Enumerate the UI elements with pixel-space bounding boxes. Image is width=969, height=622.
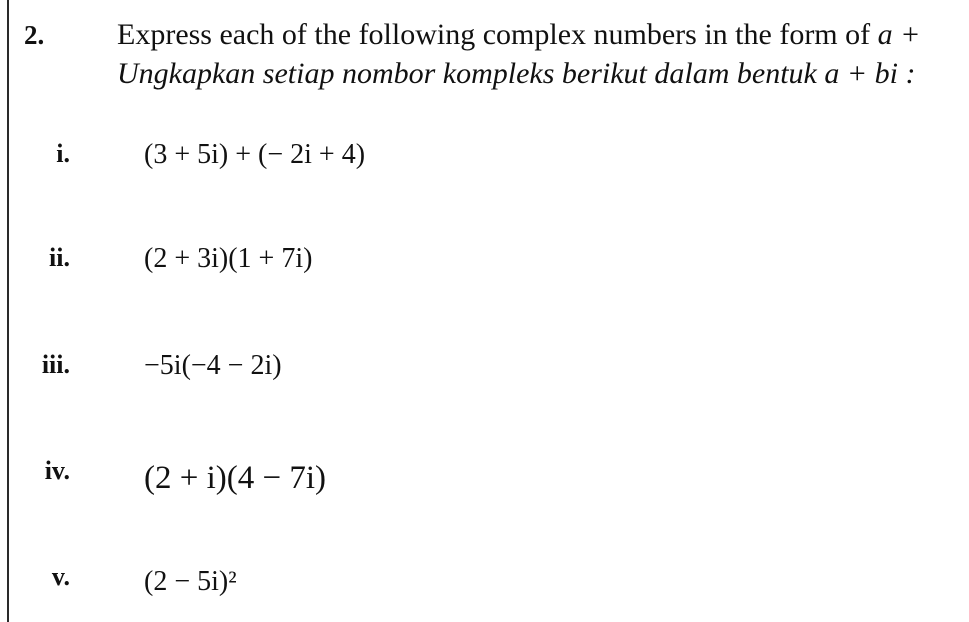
instruction-english-text: Express each of the following complex numbers in the form of xyxy=(117,18,871,51)
item-expression-iii: −5i(−4 − 2i) xyxy=(144,350,282,381)
item-label-i: i. xyxy=(56,139,70,168)
item-expression-ii: (2 + 3i)(1 + 7i) xyxy=(144,243,313,274)
instruction-english-math: a + xyxy=(877,18,921,51)
question-number: 2. xyxy=(24,20,45,50)
left-margin-rule xyxy=(7,0,9,622)
instruction-malay-math: a + bi : xyxy=(824,57,916,90)
item-label-iv: iv. xyxy=(44,456,70,485)
item-expression-v: (2 − 5i)² xyxy=(144,566,237,597)
item-expression-iv: (2 + i)(4 − 7i) xyxy=(144,460,327,496)
instruction-english xyxy=(117,20,920,50)
item-label-ii: ii. xyxy=(49,243,70,272)
item-expression-i: (3 + 5i) + (− 2i + 4) xyxy=(144,139,366,170)
instruction-malay-text: Ungkapkan setiap nombor kompleks berikut dalam bentuk xyxy=(117,57,817,90)
instruction-malay xyxy=(117,59,915,89)
item-label-v: v. xyxy=(51,562,70,591)
item-label-iii: iii. xyxy=(41,350,70,379)
